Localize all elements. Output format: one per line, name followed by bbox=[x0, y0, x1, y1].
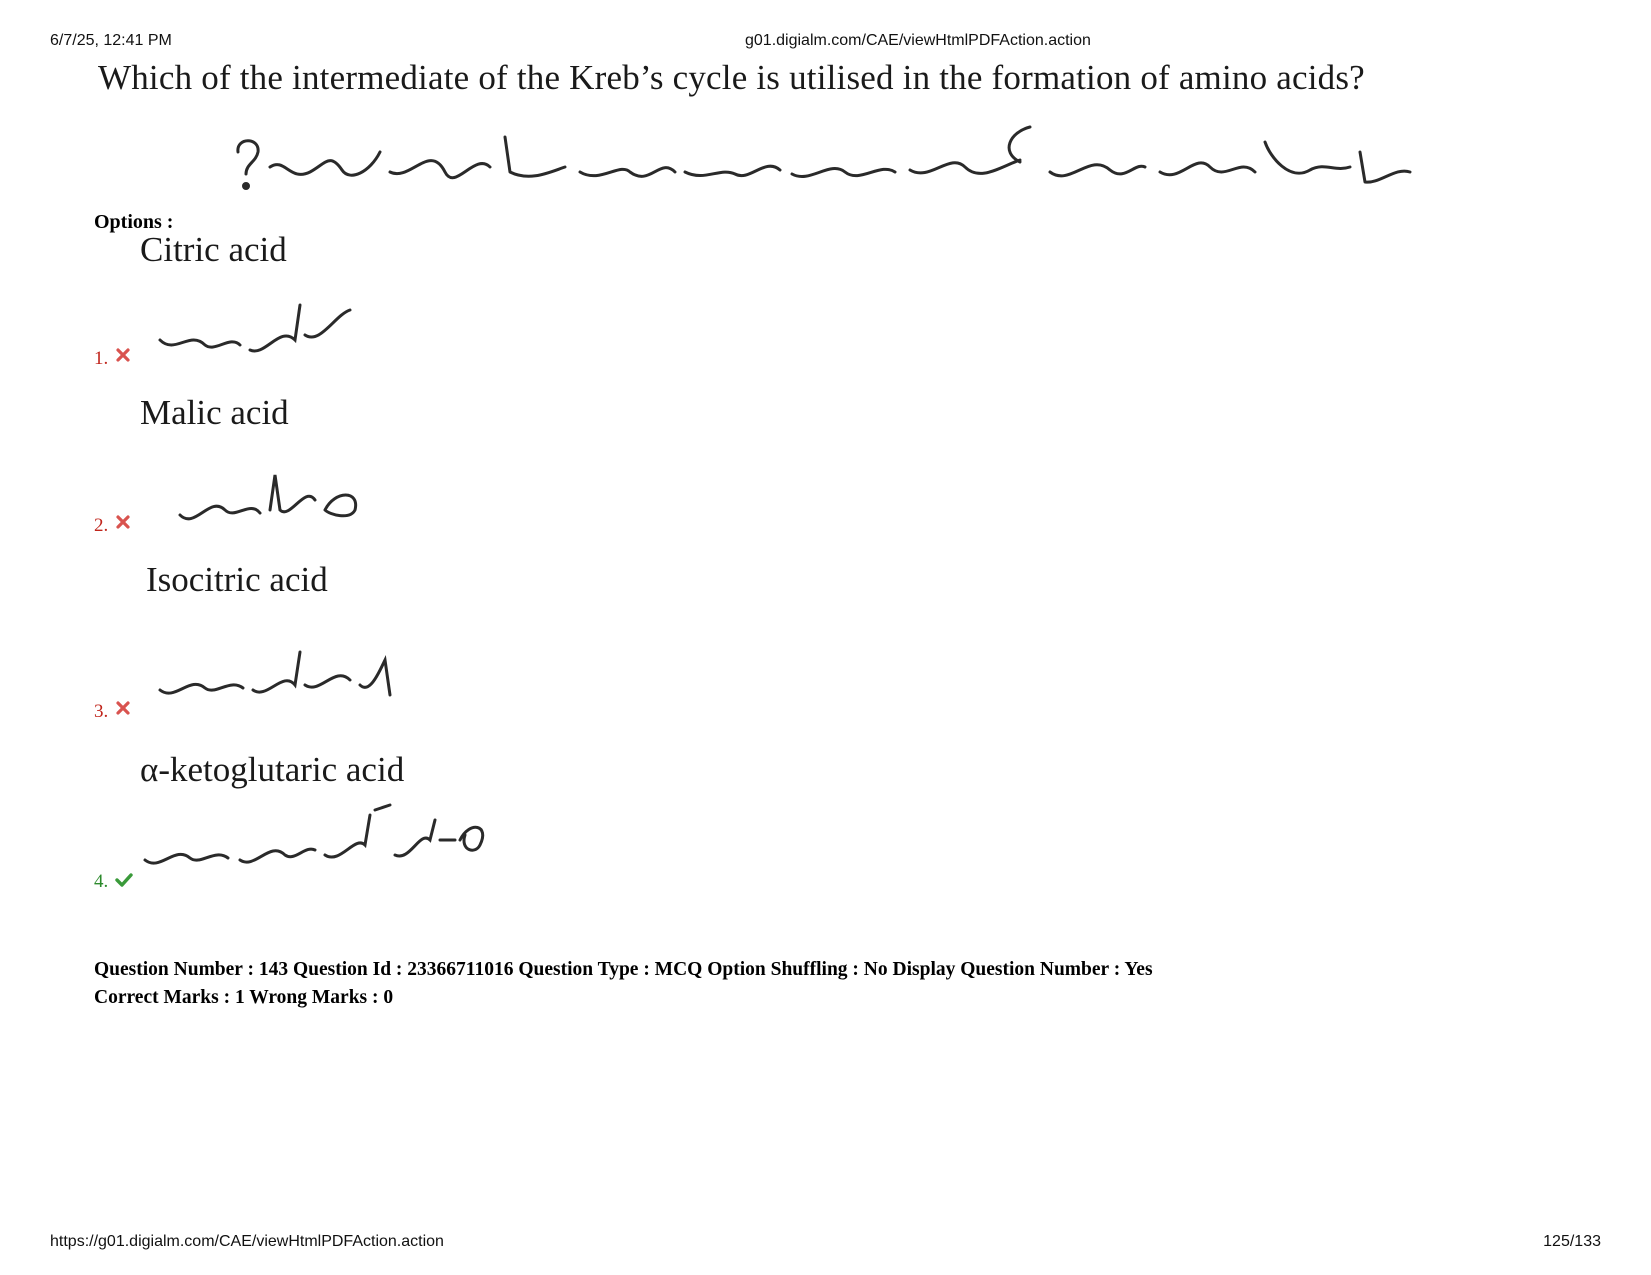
marks-metadata: Correct Marks : 1 Wrong Marks : 0 bbox=[94, 987, 394, 1008]
option-1-number: 1. bbox=[94, 348, 109, 369]
option-3-number: 3. bbox=[94, 701, 109, 722]
option-4-text-urdu-handwritten bbox=[140, 800, 500, 880]
cross-icon bbox=[116, 515, 130, 529]
option-4-text-english: α-ketoglutaric acid bbox=[140, 750, 405, 789]
print-datetime: 6/7/25, 12:41 PM bbox=[50, 32, 172, 49]
cross-icon bbox=[116, 348, 130, 362]
option-3-text-english: Isocitric acid bbox=[146, 560, 328, 599]
option-1-text-urdu-handwritten bbox=[155, 295, 355, 365]
option-2-text-english: Malic acid bbox=[140, 393, 289, 432]
question-text-urdu-handwritten bbox=[230, 112, 1420, 212]
option-3-text-urdu-handwritten bbox=[155, 640, 395, 710]
question-metadata: Question Number : 143 Question Id : 23366711016 Question Type : MCQ Option Shuffling : No Display Question Number : Yes bbox=[94, 959, 1153, 980]
options-label: Options : bbox=[94, 211, 174, 233]
option-1-text-english: Citric acid bbox=[140, 230, 287, 269]
cross-icon bbox=[116, 701, 130, 715]
check-icon bbox=[115, 873, 133, 887]
option-2-text-urdu-handwritten bbox=[175, 465, 365, 535]
question-text-english: Which of the intermediate of the Kreb’s cycle is utilised in the formation of amino acids? bbox=[98, 58, 1365, 97]
option-2-number: 2. bbox=[94, 515, 109, 536]
footer-url: https://g01.digialm.com/CAE/viewHtmlPDFAction.action bbox=[50, 1233, 444, 1250]
print-page-url: g01.digialm.com/CAE/viewHtmlPDFAction.action bbox=[745, 32, 1091, 49]
page-number: 125/133 bbox=[1543, 1233, 1601, 1250]
option-4-number: 4. bbox=[94, 871, 109, 892]
